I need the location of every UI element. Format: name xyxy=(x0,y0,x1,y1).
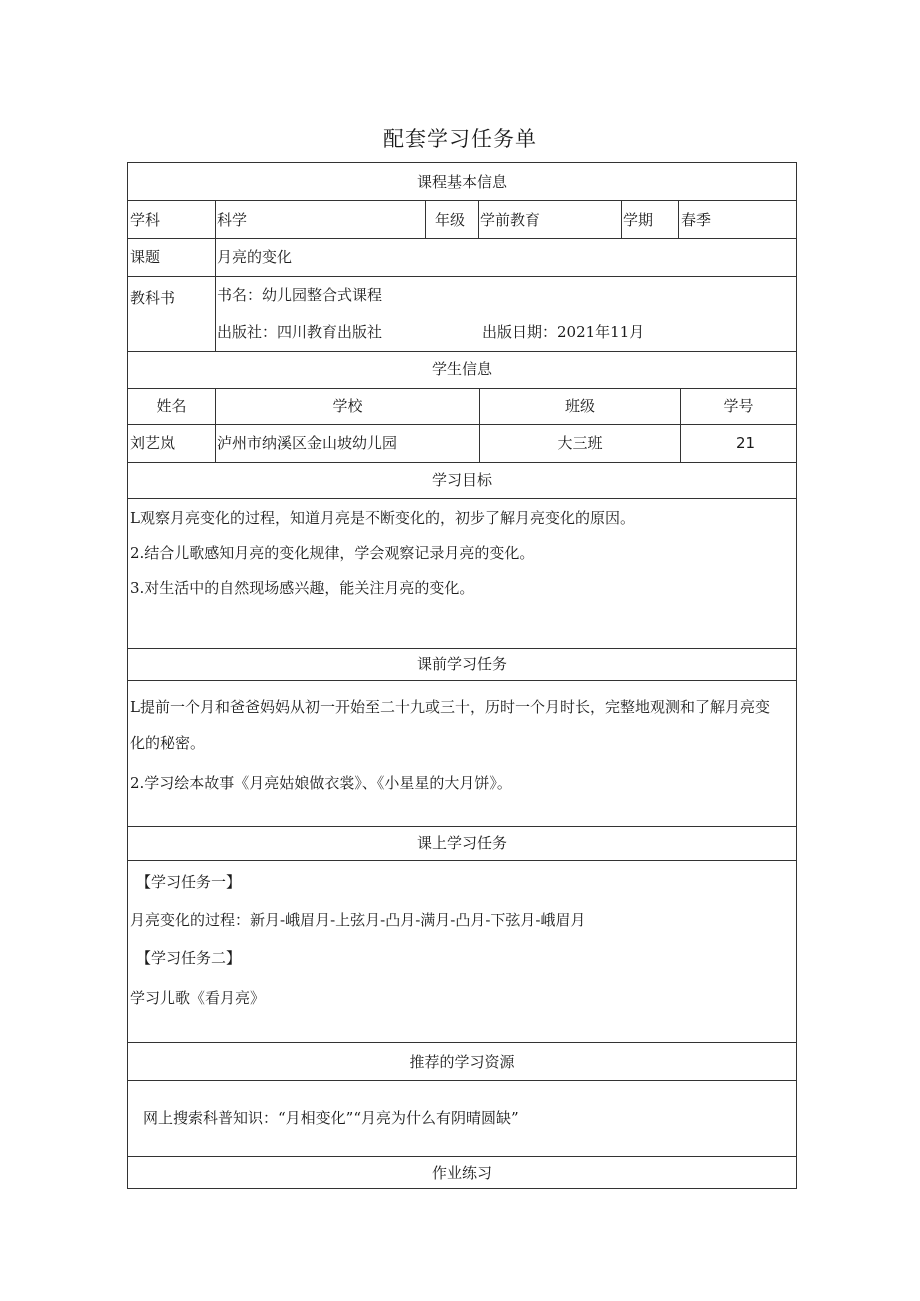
student-school: 泸州市纳溪区金山坡幼儿园 xyxy=(217,434,398,452)
row-divider xyxy=(128,200,796,201)
term-value: 春季 xyxy=(681,211,712,229)
student-info-header: 学生信息 xyxy=(431,360,492,378)
col-divider xyxy=(678,200,679,238)
homework-header: 作业练习 xyxy=(431,1164,492,1182)
row-divider xyxy=(128,424,796,425)
row-divider xyxy=(128,351,796,352)
topic-label: 课题 xyxy=(130,248,161,266)
task-2-title: 【学习任务二】 xyxy=(136,949,242,967)
goal-item-2: 2.结合儿歌感知月亮的变化规律，学会观察记录月亮的变化。 xyxy=(130,544,535,562)
goals-header: 学习目标 xyxy=(431,471,492,489)
col-divider xyxy=(621,200,622,238)
col-header-school: 学校 xyxy=(332,397,363,415)
row-divider xyxy=(128,1156,796,1157)
student-id: 21 xyxy=(736,434,756,452)
subject-label: 学科 xyxy=(130,211,161,229)
row-divider xyxy=(128,238,796,239)
in-class-header: 课上学习任务 xyxy=(416,834,507,852)
page-title: 配套学习任务单 xyxy=(383,127,537,151)
pre-class-item-2: 2.学习绘本故事《月亮姑娘做衣裳》、《小星星的大月饼》。 xyxy=(130,774,512,792)
row-divider xyxy=(128,498,796,499)
resources-header: 推荐的学习资源 xyxy=(409,1053,515,1071)
resources-text: 网上搜索科普知识：“月相变化”“月亮为什么有阴晴圆缺” xyxy=(143,1109,519,1127)
student-name: 刘艺岚 xyxy=(130,434,176,452)
task-sheet-table xyxy=(127,162,797,1189)
grade-value: 学前教育 xyxy=(480,211,541,229)
topic-value: 月亮的变化 xyxy=(217,248,293,266)
pre-class-item-1-line1: L提前一个月和爸爸妈妈从初一开始至二十九或三十，历时一个月时长，完整地观测和了解月亮变 xyxy=(130,698,770,716)
goal-item-3: 3.对生活中的自然现场感兴趣，能关注月亮的变化。 xyxy=(130,579,475,597)
col-header-id: 学号 xyxy=(723,397,754,415)
col-divider xyxy=(215,200,216,351)
col-header-name: 姓名 xyxy=(156,397,187,415)
textbook-label: 教科书 xyxy=(130,289,176,307)
term-label: 学期 xyxy=(623,211,654,229)
row-divider xyxy=(128,462,796,463)
grade-label: 年级 xyxy=(435,211,466,229)
task-2-text: 学习儿歌《看月亮》 xyxy=(130,989,266,1007)
col-header-class: 班级 xyxy=(564,397,595,415)
subject-value: 科学 xyxy=(217,211,248,229)
publisher: 出版社：四川教育出版社 xyxy=(217,323,383,341)
row-divider xyxy=(128,1080,796,1081)
row-divider xyxy=(128,826,796,827)
publish-date: 出版日期：2021年11月 xyxy=(482,323,645,341)
task-1-text: 月亮变化的过程：新月-峨眉月-上弦月-凸月-满月-凸月-下弦月-峨眉月 xyxy=(130,911,586,929)
goal-item-1: L观察月亮变化的过程，知道月亮是不断变化的，初步了解月亮变化的原因。 xyxy=(130,509,635,527)
student-class: 大三班 xyxy=(557,434,603,452)
row-divider xyxy=(128,1042,796,1043)
row-divider xyxy=(128,388,796,389)
pre-class-item-1-line2: 化的秘密。 xyxy=(130,734,206,752)
course-info-header: 课程基本信息 xyxy=(416,173,507,191)
row-divider xyxy=(128,680,796,681)
pre-class-header: 课前学习任务 xyxy=(416,655,507,673)
col-divider xyxy=(425,200,426,238)
row-divider xyxy=(128,860,796,861)
row-divider xyxy=(128,276,796,277)
task-1-title: 【学习任务一】 xyxy=(136,873,242,891)
book-name: 书名：幼儿园整合式课程 xyxy=(217,286,383,304)
row-divider xyxy=(128,648,796,649)
col-divider xyxy=(478,200,479,238)
